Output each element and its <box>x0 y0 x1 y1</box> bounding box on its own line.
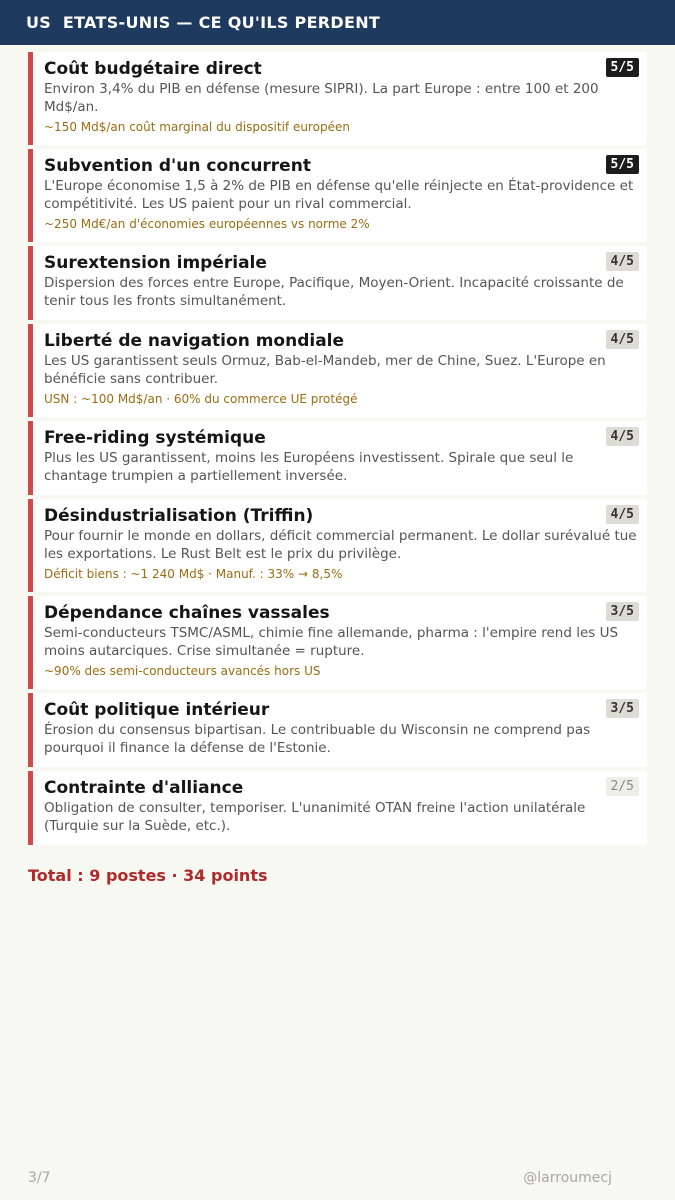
page-number: 3/7 <box>28 1170 51 1186</box>
item-description: Semi-conducteurs TSMC/ASML, chimie fine allemande, pharma : l'empire rend les US moins autarciques. Crise simultanée = rupture. <box>44 625 619 659</box>
item-title: Coût politique intérieur <box>44 700 270 720</box>
item-note: ~250 Md€/an d'économies européennes vs norme 2% <box>44 217 370 231</box>
item-description: Plus les US garantissent, moins les Européens investissent. Spirale que seul le chantage trumpien a partiellement inversée. <box>44 450 574 484</box>
score-badge: 5/5 <box>606 58 639 77</box>
total-summary: Total : 9 postes · 34 points <box>28 866 268 885</box>
cost-list <box>28 52 647 849</box>
score-badge: 5/5 <box>606 155 639 174</box>
list-item <box>28 421 647 495</box>
author-handle: @larroumecj <box>523 1170 612 1186</box>
list-item <box>28 771 647 845</box>
score-badge: 2/5 <box>606 777 639 796</box>
item-description: L'Europe économise 1,5 à 2% de PIB en défense qu'elle réinjecte en État-providence et compétitivité. Les US paient pour un rival commercial. <box>44 178 634 212</box>
item-description: Dispersion des forces entre Europe, Pacifique, Moyen-Orient. Incapacité croissante de tenir tous les fronts simultanément. <box>44 275 624 309</box>
item-description: Obligation de consulter, temporiser. L'unanimité OTAN freine l'action unilatérale (Turquie sur la Suède, etc.). <box>44 800 586 834</box>
list-item <box>28 246 647 320</box>
item-description: Pour fournir le monde en dollars, déficit commercial permanent. Le dollar surévalué tue les exportations. Le Rust Belt est le prix du privilège. <box>44 528 637 562</box>
list-item <box>28 596 647 689</box>
list-item <box>28 52 647 145</box>
score-badge: 4/5 <box>606 505 639 524</box>
list-item <box>28 149 647 242</box>
item-description: Environ 3,4% du PIB en défense (mesure SIPRI). La part Europe : entre 100 et 200 Md$/an. <box>44 81 599 115</box>
header-bar <box>0 0 675 45</box>
score-badge: 4/5 <box>606 252 639 271</box>
score-badge: 3/5 <box>606 699 639 718</box>
item-title: Désindustrialisation (Triffin) <box>44 506 314 526</box>
item-note: Déficit biens : ~1 240 Md$ · Manuf. : 33% → 8,5% <box>44 567 343 581</box>
page-title: US ETATS-UNIS — CE QU'ILS PERDENT <box>26 13 381 32</box>
score-badge: 4/5 <box>606 427 639 446</box>
list-item <box>28 693 647 767</box>
item-note: ~150 Md$/an coût marginal du dispositif européen <box>44 120 350 134</box>
item-title: Liberté de navigation mondiale <box>44 331 345 351</box>
list-item <box>28 499 647 592</box>
score-badge: 4/5 <box>606 330 639 349</box>
item-title: Contrainte d'alliance <box>44 778 244 798</box>
item-note: ~90% des semi-conducteurs avancés hors US <box>44 664 321 678</box>
item-title: Coût budgétaire direct <box>44 59 262 79</box>
list-item <box>28 324 647 417</box>
item-title: Free-riding systémique <box>44 428 266 448</box>
item-description: Les US garantissent seuls Ormuz, Bab-el-Mandeb, mer de Chine, Suez. L'Europe en bénéficie sans contribuer. <box>44 353 606 387</box>
item-description: Érosion du consensus bipartisan. Le contribuable du Wisconsin ne comprend pas pourquoi il finance la défense de l'Estonie. <box>44 722 591 756</box>
item-title: Subvention d'un concurrent <box>44 156 311 176</box>
score-badge: 3/5 <box>606 602 639 621</box>
item-title: Dépendance chaînes vassales <box>44 603 330 623</box>
item-title: Surextension impériale <box>44 253 267 273</box>
item-note: USN : ~100 Md$/an · 60% du commerce UE protégé <box>44 392 358 406</box>
